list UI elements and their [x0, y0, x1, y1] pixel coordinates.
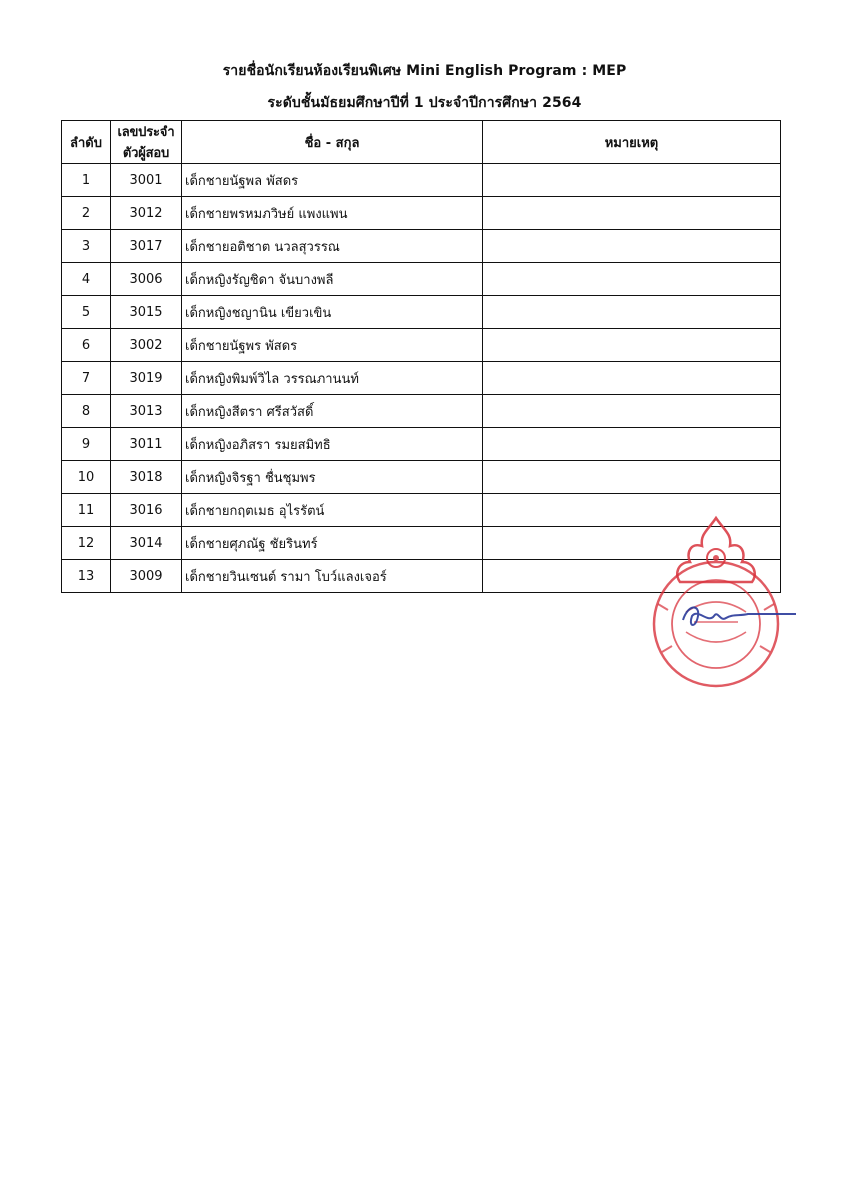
- header-no: ลำดับ: [62, 121, 111, 164]
- row-remark: [483, 164, 781, 197]
- row-no: 5: [62, 296, 111, 329]
- row-no: 6: [62, 329, 111, 362]
- row-remark: [483, 461, 781, 494]
- header-remark: หมายเหตุ: [483, 121, 781, 164]
- row-no: 12: [62, 527, 111, 560]
- page-title: รายชื่อนักเรียนห้องเรียนพิเศษ Mini English Program : MEP: [222, 63, 627, 79]
- row-no: 11: [62, 494, 111, 527]
- row-no: 4: [62, 263, 111, 296]
- school-seal-icon: [628, 512, 803, 692]
- header-exam-id: เลขประจำตัวผู้สอบ: [111, 121, 182, 164]
- page-subtitle: ระดับชั้นมัธยมศึกษาปีที่ 1 ประจำปีการศึกษา 2564: [267, 95, 582, 111]
- row-exam-id: 3013: [111, 395, 182, 428]
- row-exam-id: 3014: [111, 527, 182, 560]
- row-name: เด็กชายนัฐพร พัสดร: [182, 329, 483, 362]
- row-name: เด็กหญิงสีตรา ศรีสวัสดิ์: [182, 395, 483, 428]
- row-exam-id: 3001: [111, 164, 182, 197]
- row-remark: [483, 395, 781, 428]
- row-exam-id: 3018: [111, 461, 182, 494]
- row-remark: [483, 296, 781, 329]
- row-exam-id: 3015: [111, 296, 182, 329]
- row-remark: [483, 362, 781, 395]
- row-no: 9: [62, 428, 111, 461]
- row-name: เด็กหญิงจิรฐา ชื่นชุมพร: [182, 461, 483, 494]
- row-remark: [483, 428, 781, 461]
- row-name: เด็กชายศุภณัฐ ชัยรินทร์: [182, 527, 483, 560]
- row-exam-id: 3016: [111, 494, 182, 527]
- row-name: เด็กชายวินเซนต์ รามา โบว์แลงเจอร์: [182, 560, 483, 593]
- row-exam-id: 3012: [111, 197, 182, 230]
- row-no: 3: [62, 230, 111, 263]
- row-name: เด็กหญิงอภิสรา รมยสมิทธิ: [182, 428, 483, 461]
- row-no: 1: [62, 164, 111, 197]
- row-no: 7: [62, 362, 111, 395]
- row-no: 10: [62, 461, 111, 494]
- row-no: 13: [62, 560, 111, 593]
- row-remark: [483, 263, 781, 296]
- row-exam-id: 3017: [111, 230, 182, 263]
- row-remark: [483, 329, 781, 362]
- row-exam-id: 3006: [111, 263, 182, 296]
- row-exam-id: 3009: [111, 560, 182, 593]
- row-name: เด็กหญิงชญานิน เขียวเขิน: [182, 296, 483, 329]
- row-remark: [483, 197, 781, 230]
- row-name: เด็กชายอติชาต นวลสุวรรณ: [182, 230, 483, 263]
- table-row: [62, 395, 781, 428]
- row-name: เด็กหญิงรัญชิดา จันบางพลี: [182, 263, 483, 296]
- header-name: ชื่อ - สกุล: [182, 121, 483, 164]
- row-exam-id: 3019: [111, 362, 182, 395]
- table-row: [62, 230, 781, 263]
- table-header-row: [62, 121, 781, 164]
- row-exam-id: 3011: [111, 428, 182, 461]
- row-name: เด็กชายพรหมภวิษย์ แพงแพน: [182, 197, 483, 230]
- row-no: 8: [62, 395, 111, 428]
- row-remark: [483, 230, 781, 263]
- row-exam-id: 3002: [111, 329, 182, 362]
- row-no: 2: [62, 197, 111, 230]
- row-name: เด็กหญิงพิมพ์วิไล วรรณภานนท์: [182, 362, 483, 395]
- table-row: [62, 296, 781, 329]
- table-row: [62, 329, 781, 362]
- table-row: [62, 428, 781, 461]
- table-row: [62, 362, 781, 395]
- table-row: [62, 263, 781, 296]
- table-row: [62, 164, 781, 197]
- table-row: [62, 461, 781, 494]
- table-row: [62, 197, 781, 230]
- row-name: เด็กชายนัฐพล พัสดร: [182, 164, 483, 197]
- row-name: เด็กชายกฤตเมธ อุไรรัตน์: [182, 494, 483, 527]
